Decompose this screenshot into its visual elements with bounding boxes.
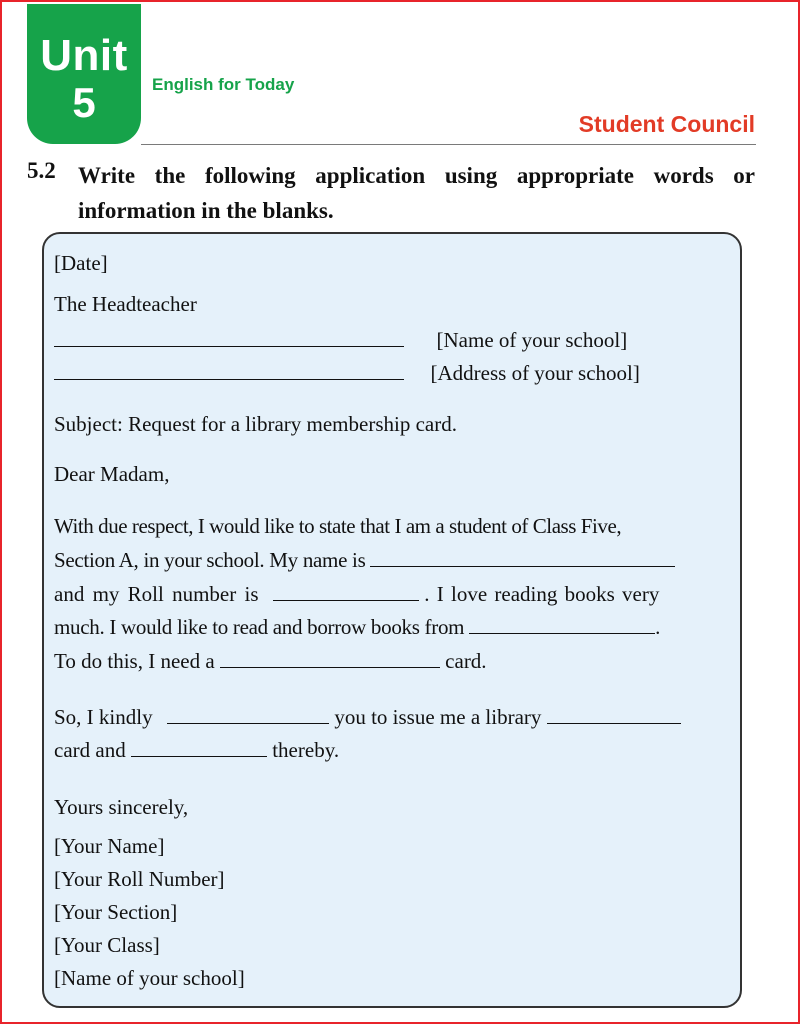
letter-salutation: Dear Madam, <box>54 462 170 486</box>
book-title: English for Today <box>152 75 295 94</box>
para1-line2-text: Section A, in your school. My name is <box>54 548 366 572</box>
oblige-blank[interactable] <box>131 736 267 757</box>
letter-recipient: The Headteacher <box>54 292 197 316</box>
task-instruction-line2: information in the blanks. <box>78 198 334 223</box>
school-name-row <box>54 326 627 353</box>
school-address-row <box>54 359 640 386</box>
para1-line4 <box>54 613 660 640</box>
task-number: 5.2 <box>27 158 56 183</box>
school-name-label: [Name of your school] <box>436 328 628 352</box>
signature-roll: [Your Roll Number] <box>54 867 225 891</box>
letter-subject: Subject: Request for a library membership card. <box>54 412 457 436</box>
para1-line5-text-b: card. <box>445 649 487 673</box>
para1-line5-text-a: To do this, I need a <box>54 649 215 673</box>
library-card-blank[interactable] <box>547 703 681 724</box>
school-address-label: [Address of your school] <box>430 361 640 385</box>
para1-line3-text-b: . I love reading books very <box>424 582 660 606</box>
para1-line3-text-a: and my Roll number is <box>54 582 259 606</box>
para2-line2-text-a: card and <box>54 738 126 762</box>
letter-closing: Yours sincerely, <box>54 795 189 819</box>
chapter-title: Student Council <box>578 111 755 137</box>
school-address-blank[interactable] <box>54 359 404 380</box>
card-type-blank[interactable] <box>220 647 440 668</box>
para1-line3 <box>54 580 659 607</box>
school-name-blank[interactable] <box>54 326 404 347</box>
signature-class: [Your Class] <box>54 933 160 957</box>
para2-line2-text-b: thereby. <box>272 738 340 762</box>
para1-line4-period: . <box>655 615 661 639</box>
signature-name: [Your Name] <box>54 834 165 858</box>
para2-line1-text-b: you to issue me a library <box>334 705 542 729</box>
request-verb-blank[interactable] <box>167 703 329 724</box>
para2-line1-text-a: So, I kindly <box>54 705 153 729</box>
signature-section: [Your Section] <box>54 900 178 924</box>
para1-line5 <box>54 647 487 674</box>
task-instruction-line1: Write the following application using appropriate words or <box>78 163 755 188</box>
para1-line2 <box>54 546 675 573</box>
para2-line1 <box>54 703 681 730</box>
roll-number-blank[interactable] <box>273 580 419 601</box>
borrow-from-blank[interactable] <box>469 613 655 634</box>
unit-badge <box>27 4 141 144</box>
unit-word: Unit <box>40 31 128 80</box>
name-blank[interactable] <box>370 546 675 567</box>
unit-number: 5 <box>72 79 96 126</box>
task-instruction <box>78 158 755 228</box>
signature-school: [Name of your school] <box>54 966 245 990</box>
letter-date: [Date] <box>54 251 108 275</box>
para1-line1: With due respect, I would like to state that I am a student of Class Five, <box>54 514 622 538</box>
para1-line4-text: much. I would like to read and borrow books from <box>54 615 465 639</box>
para2-line2 <box>54 736 339 763</box>
header-divider <box>141 144 756 145</box>
